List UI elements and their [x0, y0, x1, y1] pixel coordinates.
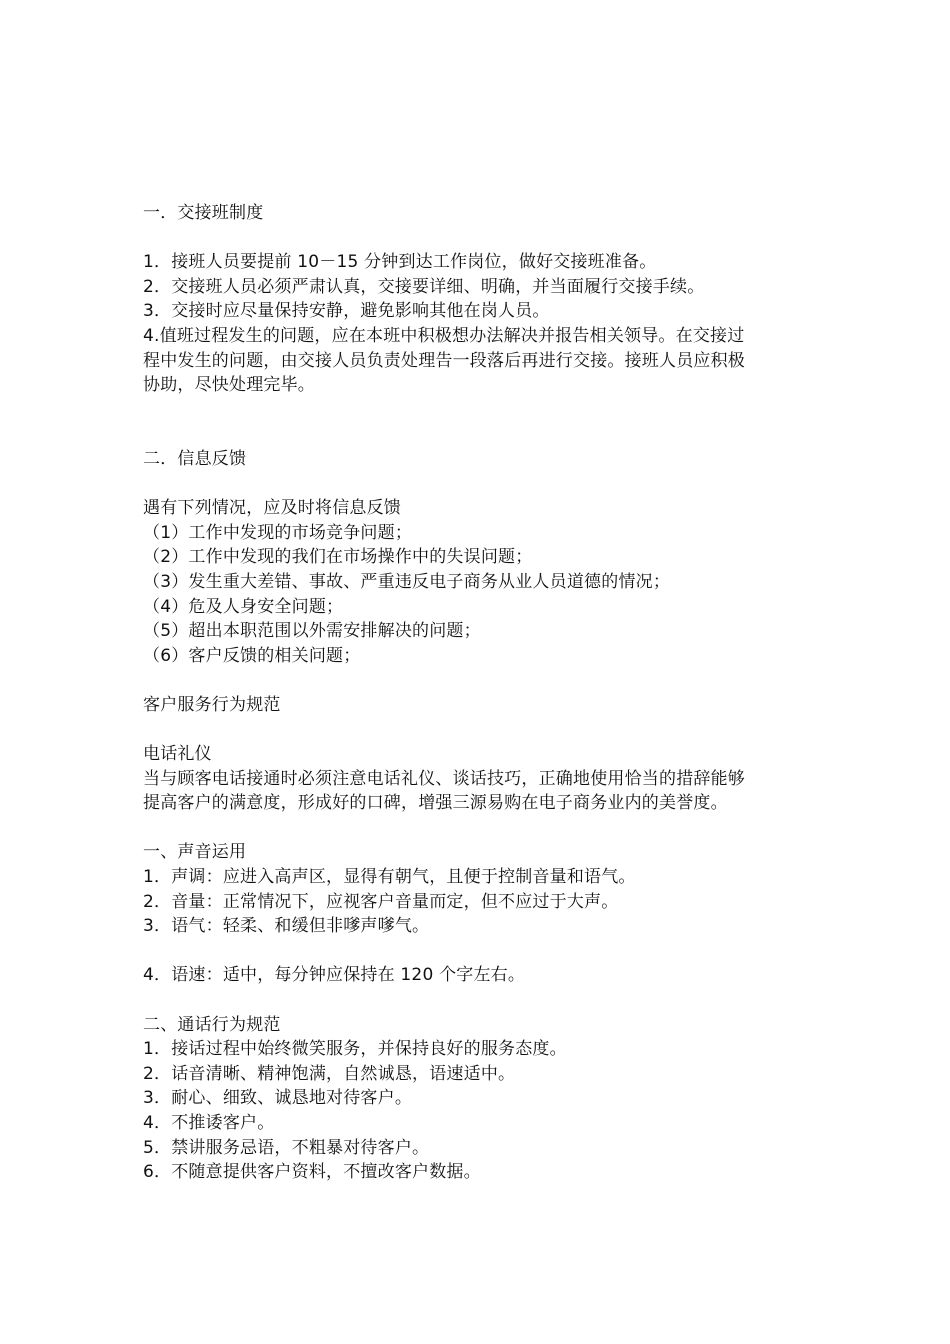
list-item: 2．话音清晰、精神饱满，自然诚恳，语速适中。: [143, 1063, 516, 1084]
list-item: 5．禁讲服务忌语，不粗暴对待客户。: [143, 1137, 430, 1158]
list-item: 2．交接班人员必须严肃认真，交接要详细、明确，并当面履行交接手续。: [143, 276, 705, 297]
list-item: 3．语气：轻柔、和缓但非嗲声嗲气。: [143, 916, 430, 937]
section-heading-voice: 一、声音运用: [143, 842, 247, 863]
list-item: （5）超出本职范围以外需安排解决的问题；: [143, 621, 481, 642]
list-item: 3．耐心、细致、诚恳地对待客户。: [143, 1088, 413, 1109]
phone-intro-line: 提高客户的满意度，形成好的口碑，增强三源易购在电子商务业内的美誉度。: [143, 793, 728, 814]
list-item: （2）工作中发现的我们在市场操作中的失误问题；: [143, 547, 533, 568]
list-item: 1．接班人员要提前 10－15 分钟到达工作岗位，做好交接班准备。: [143, 252, 657, 273]
service-title: 客户服务行为规范: [143, 694, 281, 715]
document-page: [143, 201, 823, 1185]
list-item: 4．不推诿客户。: [143, 1112, 275, 1133]
list-item: （6）客户反馈的相关问题；: [143, 645, 361, 666]
list-item: 1．接话过程中始终微笑服务，并保持良好的服务态度。: [143, 1039, 567, 1060]
phone-etiquette-title: 电话礼仪: [143, 744, 212, 765]
list-item: 2．音量：正常情况下，应视客户音量而定，但不应过于大声。: [143, 891, 619, 912]
list-item: （4）危及人身安全问题；: [143, 596, 344, 617]
list-item: 4．语速：适中，每分钟应保持在 120 个字左右。: [143, 965, 526, 986]
list-item: 6．不随意提供客户资料，不擅改客户数据。: [143, 1162, 481, 1183]
list-item: （3）发生重大差错、事故、严重违反电子商务从业人员道德的情况；: [143, 571, 671, 592]
section-heading-call: 二、通话行为规范: [143, 1014, 281, 1035]
section-heading-feedback: 二．信息反馈: [143, 448, 247, 469]
list-item: （1）工作中发现的市场竞争问题；: [143, 522, 413, 543]
list-item: 协助，尽快处理完毕。: [143, 375, 315, 396]
phone-intro-line: 当与顾客电话接通时必须注意电话礼仪、谈话技巧，正确地使用恰当的措辞能够: [143, 768, 745, 789]
list-item: 程中发生的问题，由交接人员负责处理告一段落后再进行交接。接班人员应积极: [143, 350, 745, 371]
section-heading-handover: 一．交接班制度: [143, 203, 264, 223]
feedback-intro: 遇有下列情况，应及时将信息反馈: [143, 498, 401, 519]
list-item: 1．声调：应进入高声区，显得有朝气，且便于控制音量和语气。: [143, 867, 636, 888]
list-item: 3．交接时应尽量保持安静，避免影响其他在岗人员。: [143, 301, 550, 322]
list-item: 4.值班过程发生的问题，应在本班中积极想办法解决并报告相关领导。在交接过: [143, 325, 745, 346]
